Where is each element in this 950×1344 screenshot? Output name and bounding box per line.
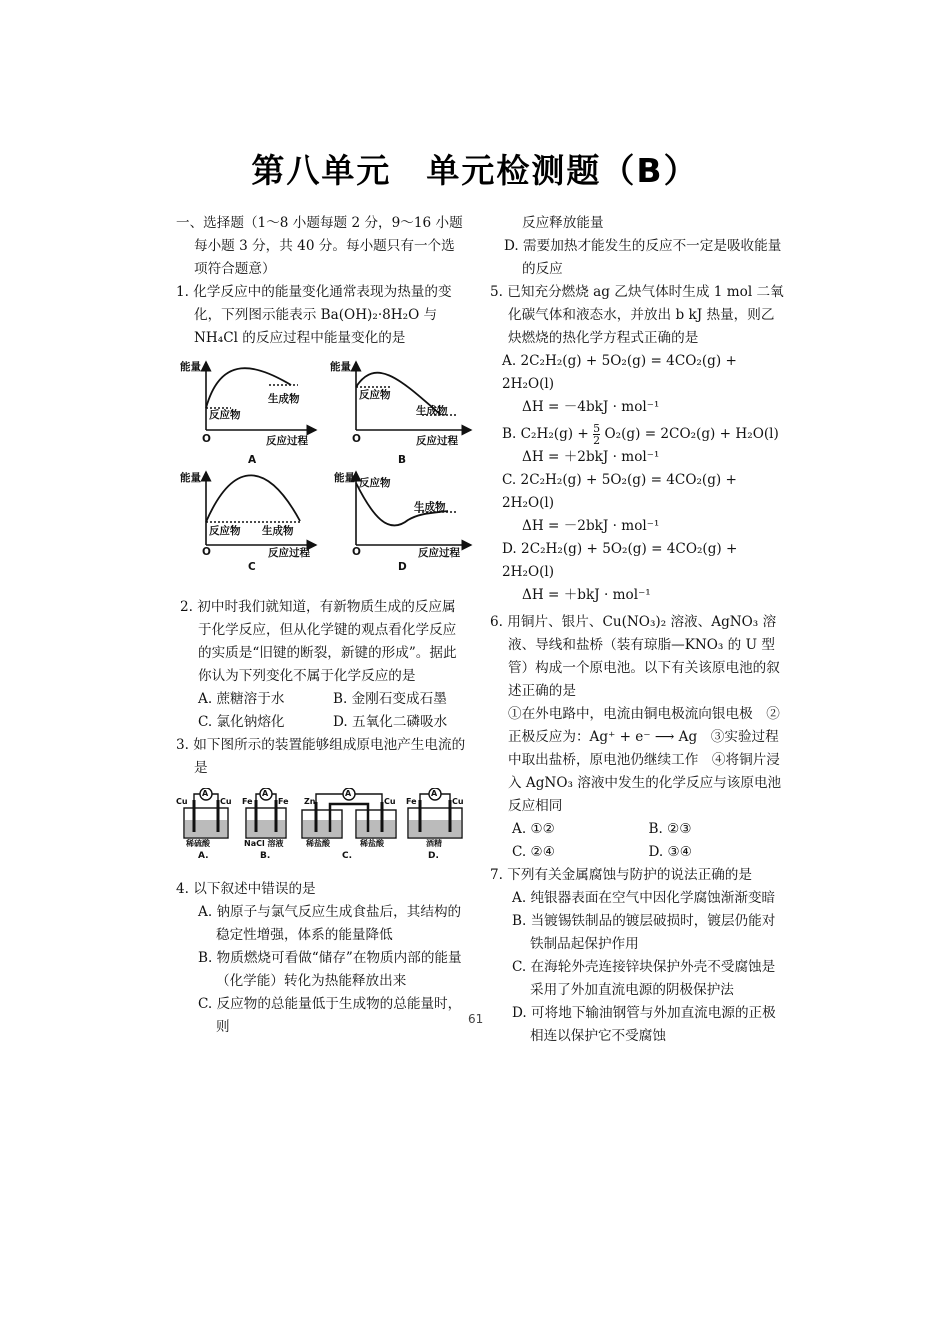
q4-option-c: C. 反应物的总能量低于生成物的总能量时，则 <box>198 996 462 1035</box>
q2-option-a: A. 蔗糖溶于水 <box>198 691 285 707</box>
axis-process-label-c: 反应过程 <box>268 547 310 559</box>
axis-energy-label-a: 能量 <box>180 361 201 373</box>
right-column <box>490 212 785 1048</box>
q5-option-b-fraction <box>593 423 600 446</box>
letter-c: C <box>248 561 256 573</box>
question-6-stem: 6. 用铜片、银片、Cu(NO₃)₂ 溶液、AgNO₃ 溶液、导线和盐桥（装有琼脂—KNO₃ 的 U 型管）构成一个原电池。以下有关该原电池的叙述正确的是 <box>490 614 780 699</box>
reactant-label-a: 反应物 <box>209 409 241 421</box>
axis-energy-label-d: 能量 <box>334 472 355 484</box>
letter-a: A <box>248 454 257 466</box>
cell-c-left-electrode: Zn <box>304 797 316 806</box>
page-number: 61 <box>468 1012 484 1026</box>
q5-option-b-enthalpy: ΔH = ＋2bkJ · mol⁻¹ <box>522 449 660 465</box>
question-7-stem: 7. 下列有关金属腐蚀与防护的说法正确的是 <box>490 867 752 883</box>
cell-b-right-electrode: Fe <box>278 797 289 806</box>
galvanic-cells-figure <box>176 788 468 866</box>
cell-d-right-electrode: Cu <box>452 797 464 806</box>
q2-option-c: C. 氯化钠熔化 <box>198 714 285 730</box>
cell-a-solution: 稀硫酸 <box>186 839 210 848</box>
question-4-stem: 4. 以下叙述中错误的是 <box>176 881 316 897</box>
product-label-d: 生成物 <box>414 501 446 513</box>
q2-option-b: B. 金刚石变成石墨 <box>333 691 447 707</box>
q6-options-row1 <box>490 818 785 841</box>
cell-c-right-electrode: Cu <box>384 797 396 806</box>
q5-option-b-post: O₂(g) = 2CO₂(g) + H₂O(l) <box>604 426 779 442</box>
question-1-stem: 1. 化学反应中的能量变化通常表现为热量的变化，下列图示能表示 Ba(OH)₂·8H₂O 与 NH₄Cl 的反应过程中能量变化的是 <box>176 284 452 346</box>
q4-option-b: B. 物质燃烧可看做“储存”在物质内部的能量（化学能）转化为热能释放出来 <box>198 950 462 989</box>
axis-process-label-b: 反应过程 <box>416 435 458 447</box>
origin-label-b: O <box>352 433 361 445</box>
energy-diagrams-figure <box>176 360 468 588</box>
q5-option-d-equation: D. 2C₂H₂(g) + 5O₂(g) = 4CO₂(g) + 2H₂O(l) <box>502 541 738 580</box>
cell-c-letter: C. <box>342 851 353 861</box>
q5-option-a-enthalpy: ΔH = －4bkJ · mol⁻¹ <box>522 399 660 415</box>
q5-option-b-equation <box>490 423 785 446</box>
cell-a-letter: A. <box>198 851 209 861</box>
product-label-a: 生成物 <box>268 393 300 405</box>
q6-option-c: C. ②④ <box>512 844 555 860</box>
letter-b: B <box>398 454 407 466</box>
q7-option-b: B. 当镀锡铁制品的镀层破损时，镀层仍能对铁制品起保护作用 <box>512 913 776 952</box>
left-column <box>176 212 468 1039</box>
q2-option-d: D. 五氧化二磷吸水 <box>333 714 448 730</box>
q5-option-a-equation: A. 2C₂H₂(g) + 5O₂(g) = 4CO₂(g) + 2H₂O(l) <box>502 353 737 392</box>
axis-process-label-a: 反应过程 <box>266 435 308 447</box>
cell-d-meter: A <box>431 789 438 798</box>
origin-label-a: O <box>202 433 211 445</box>
cell-a-right-electrode: Cu <box>220 797 232 806</box>
q6-statements: ①在外电路中，电流由铜电极流向银电极 ②正极反应为：Ag⁺ + e⁻ ⟶ Ag ③实验过程中取出盐桥，原电池仍继续工作 ④将铜片浸入 AgNO₃ 溶液中发生的化学反应与该原电池反应相同 <box>508 706 782 814</box>
page-title: 第八单元 单元检测题（B） <box>251 151 699 190</box>
q6-options-row2 <box>490 841 785 864</box>
cell-c-solution-right: 稀盐酸 <box>360 839 384 848</box>
axis-energy-label-b: 能量 <box>330 361 351 373</box>
q7-option-c: C. 在海轮外壳连接锌块保护外壳不受腐蚀是采用了外加直流电源的阴极保护法 <box>512 959 776 998</box>
q6-option-a: A. ①② <box>512 821 555 837</box>
cell-d-solution: 酒精 <box>426 839 442 848</box>
q5-option-b-pre: B. C₂H₂(g) + <box>502 426 589 442</box>
origin-label-d: O <box>352 546 361 558</box>
axis-process-label-d: 反应过程 <box>418 547 460 559</box>
question-5-stem: 5. 已知充分燃烧 ag 乙炔气体时生成 1 mol 二氧化碳气体和液态水，并放出 b kJ 热量，则乙炔燃烧的热化学方程式正确的是 <box>490 284 784 346</box>
product-label-c: 生成物 <box>262 525 294 537</box>
reactant-label-c: 反应物 <box>209 525 241 537</box>
cell-d-left-electrode: Fe <box>406 797 417 806</box>
q4-option-d: D. 需要加热才能发生的反应不一定是吸收能量的反应 <box>504 238 782 277</box>
question-2-options-row1 <box>176 688 468 711</box>
q7-option-a: A. 纯银器表面在空气中因化学腐蚀渐渐变暗 <box>512 890 776 906</box>
q4-option-a: A. 钠原子与氯气反应生成食盐后，其结构的稳定性增强，体系的能量降低 <box>198 904 462 943</box>
cell-b-left-electrode: Fe <box>242 797 253 806</box>
question-2-options-row2 <box>176 711 468 734</box>
cell-c-meter: A <box>345 789 352 798</box>
section-header: 一、选择题（1～8 小题每题 2 分，9～16 小题每小题 3 分，共 40 分。每小题只有一个选项符合题意） <box>176 215 463 277</box>
q4-option-c-continued: 反应释放能量 <box>522 215 604 231</box>
origin-label-c: O <box>202 546 211 558</box>
q5-option-c-enthalpy: ΔH = －2bkJ · mol⁻¹ <box>522 518 660 534</box>
letter-d: D <box>398 561 407 573</box>
axis-energy-label-c: 能量 <box>180 472 201 484</box>
cell-b-meter: A <box>262 789 269 798</box>
q6-option-b: B. ②③ <box>648 821 692 837</box>
cell-a-meter: A <box>202 789 209 798</box>
q7-option-d: D. 可将地下输油钢管与外加直流电源的正极相连以保护它不受腐蚀 <box>512 1005 776 1044</box>
cell-a-left-electrode: Cu <box>176 797 188 806</box>
reactant-label-d: 反应物 <box>359 477 391 489</box>
cell-b-letter: B. <box>260 851 271 861</box>
cell-c-solution-left: 稀盐酸 <box>306 839 330 848</box>
q6-option-d: D. ③④ <box>648 844 692 860</box>
q5-option-c-equation: C. 2C₂H₂(g) + 5O₂(g) = 4CO₂(g) + 2H₂O(l) <box>502 472 737 511</box>
fraction-denominator: 2 <box>593 434 601 447</box>
q5-option-d-enthalpy: ΔH = ＋bkJ · mol⁻¹ <box>522 587 651 603</box>
product-label-b: 生成物 <box>416 405 448 417</box>
reactant-label-b: 反应物 <box>359 389 391 401</box>
fraction-numerator: 5 <box>593 422 601 435</box>
question-3-stem: 3. 如下图所示的装置能够组成原电池产生电流的是 <box>176 737 466 776</box>
cell-d-letter: D. <box>428 851 439 861</box>
cell-b-solution: NaCl 溶液 <box>244 839 284 848</box>
question-2-stem: 2. 初中时我们就知道，有新物质生成的反应属于化学反应，但从化学键的观点看化学反应的实质是“旧键的断裂，新键的形成”。据此你认为下列变化不属于化学反应的是 <box>180 599 457 684</box>
